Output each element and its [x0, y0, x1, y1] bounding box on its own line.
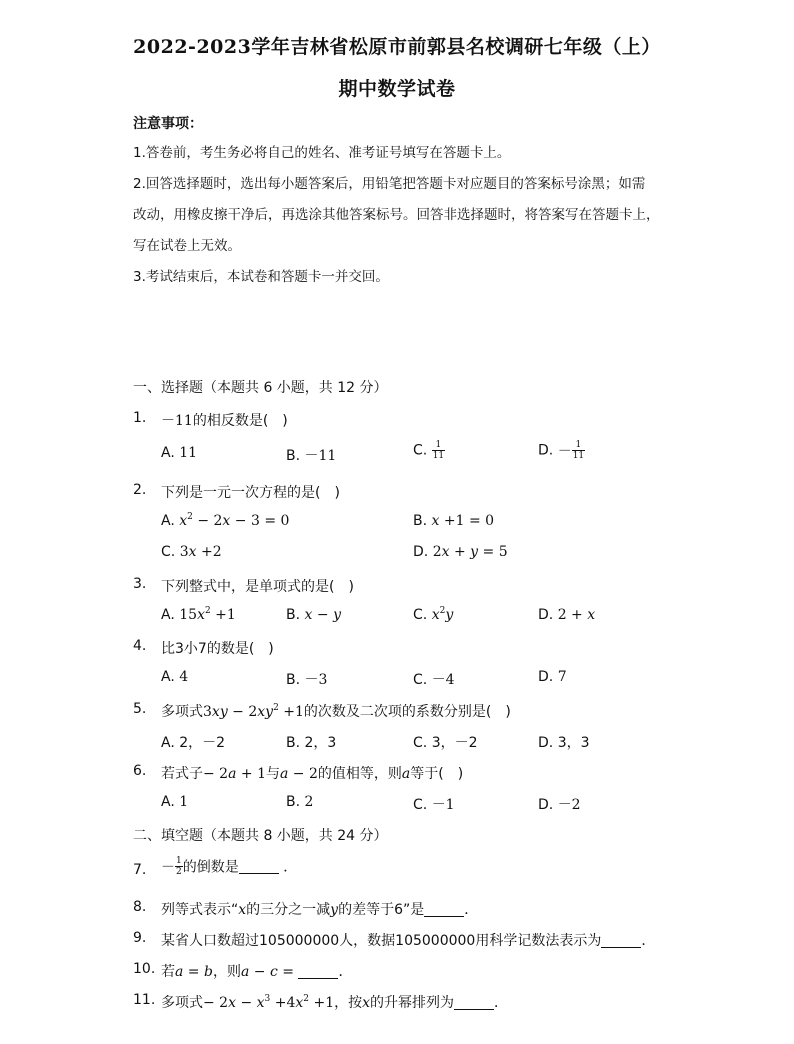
q4-option-c: C. －4 — [413, 672, 455, 688]
q2-option-c: C. 3x +2 — [161, 544, 222, 560]
q6-option-c: C. －1 — [413, 797, 455, 813]
q1-option-a: A. 11 — [161, 445, 198, 461]
answer-blank — [601, 933, 641, 948]
question-number: 7. — [133, 862, 147, 878]
q4-option-b: B. －3 — [286, 672, 328, 688]
q1-d-fraction: $\frac{1}{11}$ — [572, 440, 585, 461]
q6-option-b: B. 2 — [286, 794, 314, 810]
q2-option-d: D. 2x + y = 5 — [413, 544, 508, 560]
q1-option-b: B. －11 — [286, 448, 337, 464]
q1-stem: 的相反数是( ) — [192, 413, 288, 429]
question-4-text: 比3小7的数是( ) — [161, 641, 274, 657]
question-number: 4. — [133, 638, 147, 654]
answer-blank — [424, 902, 464, 917]
answer-blank — [239, 859, 279, 874]
question-number: 8. — [133, 899, 147, 915]
notice-item-2-line-2: 改动，用橡皮擦干净后，再选涂其他答案标号。回答非选择题时，将答案写在答题卡上， — [133, 207, 660, 223]
notice-item-2-line-3: 写在试卷上无效。 — [133, 238, 241, 254]
question-2-text: 下列是一元一次方程的是( ) — [161, 485, 340, 501]
q6-option-d: D. －2 — [538, 797, 581, 813]
question-9-text: 某省人口数超过105000000人，数据105000000用科学记数法表示为 ． — [161, 933, 656, 949]
question-6-text: 若式子− 2a + 1与a − 2的值相等，则a等于( ) — [161, 766, 464, 782]
notice-item-1: 1.答卷前，考生务必将自己的姓名、准考证号填写在答题卡上。 — [133, 145, 511, 161]
section-choice-heading: 一、选择题（本题共 6 小题，共 12 分） — [133, 380, 388, 396]
notice-heading: 注意事项： — [133, 116, 203, 132]
q1-expression: －11 — [161, 413, 193, 429]
exam-title-line2: 期中数学试卷 — [338, 78, 456, 100]
q1-c-fraction: $\frac{1}{11}$ — [432, 440, 445, 461]
q5-option-b: B. 2，3 — [286, 735, 337, 751]
answer-blank — [298, 964, 338, 979]
q2-option-b: B. x +1 = 0 — [413, 513, 495, 529]
q6-option-a: A. 1 — [161, 794, 189, 810]
q1-option-c: C. $\frac{1}{11}$ — [413, 440, 445, 461]
question-number: 6. — [133, 763, 147, 779]
question-number: 1. — [133, 410, 147, 426]
question-8-text: 列等式表示“x的三分之一减y的差等于6”是 ． — [161, 902, 479, 918]
notice-item-3: 3.考试结束后，本试卷和答题卡一并交回。 — [133, 269, 389, 285]
exam-title-line1: 2022-2023学年吉林省松原市前郭县名校调研七年级（上） — [133, 36, 661, 58]
question-1-text — [161, 410, 288, 430]
q5-option-a: A. 2，－2 — [161, 735, 226, 751]
question-number: 5. — [133, 701, 147, 717]
answer-blank — [454, 995, 494, 1010]
q4-option-d: D. 7 — [538, 669, 567, 685]
q7-fraction: $\frac{1}{2}$ — [176, 856, 182, 877]
question-7-text: － $\frac{1}{2}$ 的倒数是 ． — [161, 856, 298, 877]
notice-item-2-line-1: 2.回答选择题时，选出每小题答案后，用铅笔把答题卡对应题目的答案标号涂黑；如需 — [133, 176, 646, 192]
question-3-text: 下列整式中，是单项式的是( ) — [161, 579, 354, 595]
question-number: 2. — [133, 482, 147, 498]
question-number: 11. — [133, 992, 156, 1008]
question-number: 3. — [133, 576, 147, 592]
q5-option-c: C. 3，－2 — [413, 735, 478, 751]
q3-option-c: C. $x^2y$ — [413, 606, 454, 623]
q3-option-d: D. 2 + x — [538, 607, 596, 623]
q4-option-a: A. 4 — [161, 669, 189, 685]
question-number: 10. — [133, 961, 156, 977]
q1-option-d: D. － $\frac{1}{11}$ — [538, 440, 585, 461]
question-5-text: 多项式$3xy - 2xy^2 +1$的次数及二次项的系数分别是( ) — [161, 703, 511, 720]
q5-option-d: D. 3，3 — [538, 735, 590, 751]
q2-option-a: A. $x^2 - 2x - 3 = 0$ — [161, 512, 290, 529]
q3-option-b: B. x − y — [286, 607, 341, 623]
section-fill-heading: 二、填空题（本题共 8 小题，共 24 分） — [133, 828, 388, 844]
question-10-text: 若a = b，则a − c = ． — [161, 964, 353, 980]
q3-option-a: A. $15x^2 +1$ — [161, 606, 236, 623]
question-number: 9. — [133, 930, 147, 946]
question-11-text: 多项式− $2x - x^3 +4x^2 +1$，按x的升幂排列为 ． — [161, 994, 509, 1011]
